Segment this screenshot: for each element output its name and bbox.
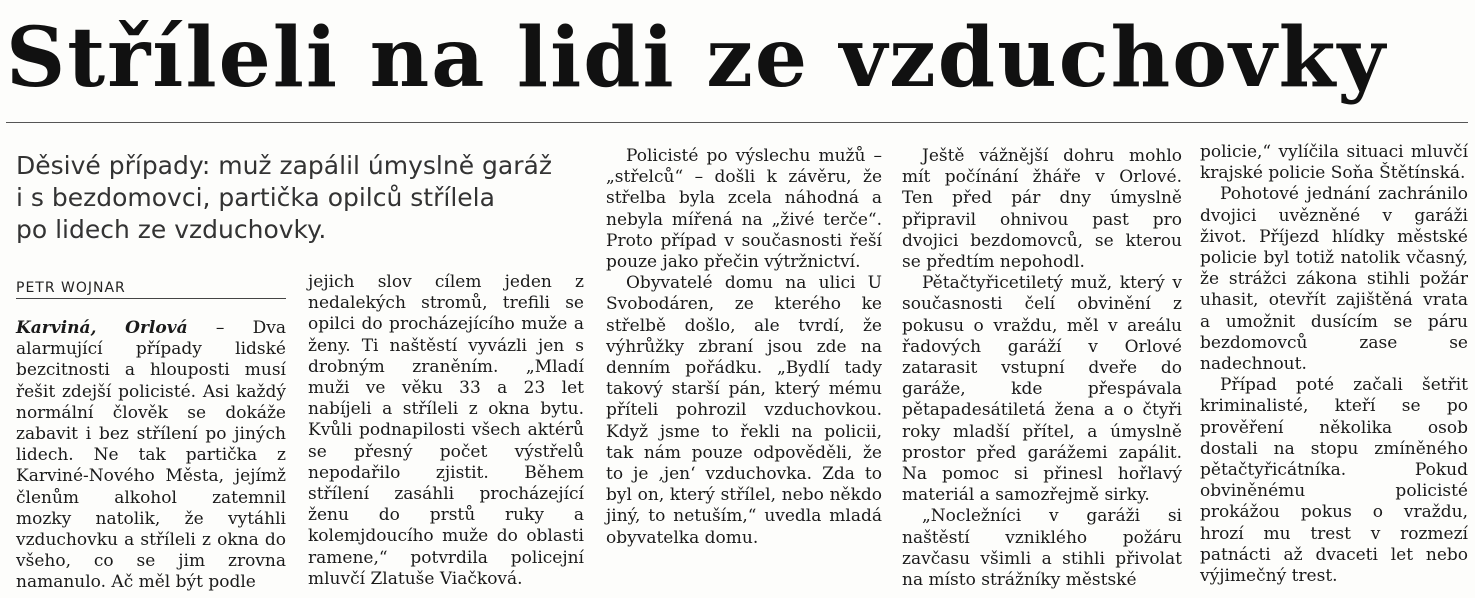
paragraph: policie,“ vylíčila situaci mluvčí krajské policie Soňa Štětínská.	[1200, 142, 1468, 184]
paragraph: Obyvatelé domu na ulici U Svobodáren, ze kterého ke střelbě došlo, ale tvrdí, že výhrůžky zbraní jsou zde na denním pořádku. „Bydlí tady takový starší pán, který mému příteli pohrozil vzduchovkou. Když jsme to řekli na policii, tak nám pouze odpověděli, že to je ‚jen‘ vzduchovka. Zda to byl on, který střílel, nebo někdo jiný, to netuším,“ uvedla mladá obyvatelka domu.	[606, 273, 882, 548]
article-column-2	[308, 272, 584, 590]
lead-paragraph	[16, 150, 576, 246]
article-column-4	[902, 146, 1182, 591]
paragraph: Pohotové jednání zachránilo dvojici uvězněné v garáži život. Příjezd hlídky městské policie byl totiž natolik včasný, že strážci zákona stihli požár uhasit, otevřít zajištěná vrata a umožnit dusícím se páru bezdomovců zase se nadechnout.	[1200, 184, 1468, 375]
headline-rule	[6, 122, 1468, 123]
paragraph: Ještě vážnější dohru mohlo mít počínání žháře v Orlové. Ten před pár dny úmyslně připravil ohnivou past pro dvojici bezdomovců, se kterou se předtím nepohodl.	[902, 146, 1182, 273]
paragraph: Policisté po výslechu mužů – „střelců“ – došli k závěru, že střelba byla zcela náhodná a nebyla mířená na „živé terče“. Proto případ v současnosti řeší pouze jako přečin výtržnictví.	[606, 146, 882, 273]
headline: Stříleli na lidi ze vzduchovky	[6, 10, 1388, 106]
paragraph: Případ poté začali šetřit kriminalisté, kteří se po prověření několika osob dostali na stopu zmíněného pětačtyřicátníka. Pokud obviněnému policisté prokážou pokus o vraždu, hrozí mu trest v rozmezí patnácti až dvaceti let nebo výjimečný trest.	[1200, 375, 1468, 587]
paragraph: „Nocležníci v garáži si naštěstí vzniklého požáru zavčasu všimli a stihli přivolat na místo strážníky městské	[902, 506, 1182, 591]
article-column-3	[606, 146, 882, 549]
paragraph: Pětačtyřicetiletý muž, který v současnosti čelí obvinění z pokusu o vraždu, měl v areálu řadových garáží v Orlové zatarasit vstupní dveře do garáže, kde přespávala pětapadesátiletá žena a o čtyři roky mladší přítel, a úmyslně prostor před garážemi zapálit. Na pomoc si přinesl hořlavý materiál a samozřejmě sirky.	[902, 273, 1182, 506]
paragraph	[16, 318, 286, 594]
byline: PETR WOJNAR	[16, 280, 286, 299]
article-column-1	[16, 318, 286, 594]
lead-line-3: po lidech ze vzduchovky.	[16, 215, 327, 244]
paragraph-text: – Dva alarmující případy lidské bezcitnosti a hlouposti musí řešit zdejší policisté. Asi každý normální člověk se dokáže zabavit i bez střílení po jiných lidech. Ne tak partička z Karviné-Nového Města, jejímž členům alkohol zatemnil mozky natolik, že vytáhli vzduchovku a stříleli z okna do všeho, co se jim zrovna namanulo. Ač měl být podle	[16, 318, 286, 593]
article-column-5	[1200, 142, 1468, 587]
paragraph: jejich slov cílem jeden z nedalekých stromů, trefili se opilci do procházejícího muže a ženy. Ti naštěstí vyvázli jen s drobným zraněním. „Mladí muži ve věku 33 a 23 let nabíjeli a stříleli z okna bytu. Kvůli podnapilosti všech aktérů se přesný počet výstřelů nepodařilo zjistit. Během střílení zasáhli procházející ženu do prstů ruky a kolemjdoucího muže do oblasti ramene,“ potvrdila policejní mluvčí Zlatuše Viačková.	[308, 272, 584, 589]
lead-line-2: i s bezdomovci, partička opilců střílela	[16, 183, 495, 212]
lead-line-1: Děsivé případy: muž zapálil úmyslně garáž	[16, 151, 552, 180]
dateline: Karviná, Orlová	[16, 318, 188, 338]
